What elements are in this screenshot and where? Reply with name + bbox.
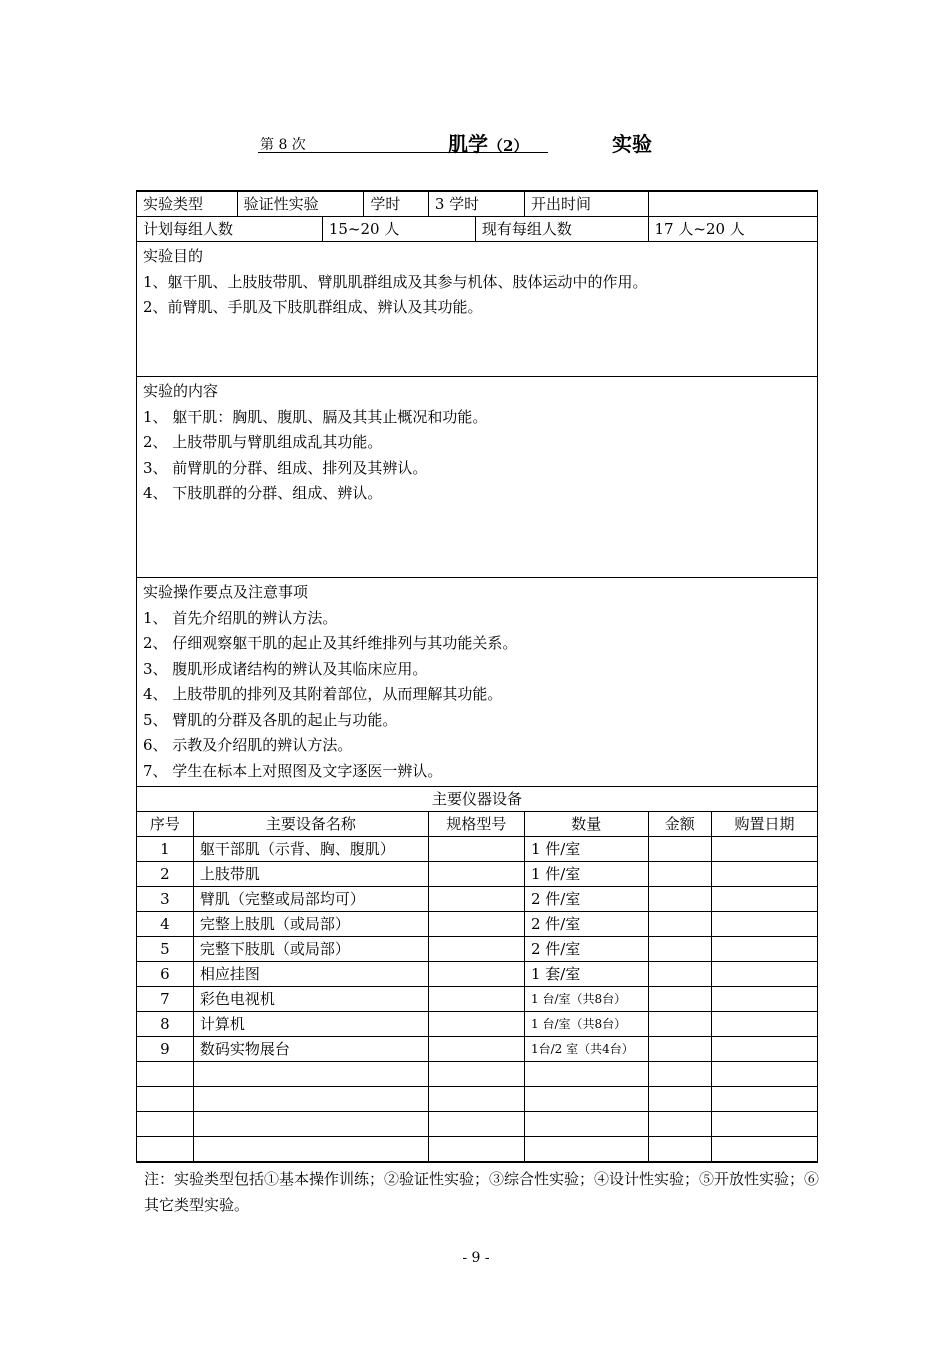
row-date [711,887,817,912]
info-row-2 [137,217,818,242]
row-no: 7 [137,987,194,1012]
empty-row [137,1137,818,1163]
row-name: 相应挂图 [193,962,428,987]
row-qty: 2 件/室 [525,937,649,962]
row-date [711,862,817,887]
content-line: 3、 前臂肌的分群、组成、排列及其辨认。 [143,458,428,477]
purpose-section [137,242,818,377]
plan-group-label: 计划每组人数 [137,217,323,242]
start-time-label: 开出时间 [525,191,649,217]
experiment-name-suffix: （2） [488,137,529,155]
purpose-line: 1、躯干肌、上肢肢带肌、臂肌肌群组成及其参与机体、肢体运动中的作用。 [143,272,648,291]
row-no: 4 [137,912,194,937]
col-header-spec: 规格型号 [428,812,524,837]
row-name: 躯干部肌（示背、胸、腹肌） [193,837,428,862]
purpose-line: 2、前臂肌、手肌及下肢肌群组成、辨认及其功能。 [143,298,483,316]
row-spec [428,1012,524,1037]
row-amount [648,962,711,987]
table-row [137,937,818,962]
operation-line: 5、 臂肌的分群及各肌的起止与功能。 [143,710,398,729]
row-no: 9 [137,1037,194,1062]
row-qty: 1 件/室 [525,862,649,887]
operation-line: 2、 仔细观察躯干肌的起止及其纤维排列与其功能关系。 [143,634,518,652]
row-no: 3 [137,887,194,912]
row-spec [428,987,524,1012]
table-row [137,962,818,987]
row-date [711,962,817,987]
table-row [137,912,818,937]
row-date [711,1012,817,1037]
table-row [137,987,818,1012]
page-number: - 9 - [462,1250,490,1266]
row-qty: 2 件/室 [525,887,649,912]
col-header-name: 主要设备名称 [193,812,428,837]
row-spec [428,912,524,937]
row-date [711,1037,817,1062]
row-date [711,937,817,962]
col-header-no: 序号 [137,812,194,837]
row-qty: 1 件/室 [525,837,649,862]
row-spec [428,887,524,912]
row-amount [648,937,711,962]
type-label: 实验类型 [137,191,238,217]
row-name: 计算机 [193,1012,428,1037]
row-amount [648,837,711,862]
operation-heading: 实验操作要点及注意事项 [143,583,309,601]
table-row [137,1037,818,1062]
row-no: 8 [137,1012,194,1037]
row-name: 臂肌（完整或局部均可） [193,887,428,912]
row-no: 6 [137,962,194,987]
plan-group-value: 15~20 人 [322,217,475,242]
operation-row [137,578,818,787]
row-amount [648,912,711,937]
row-amount [648,862,711,887]
current-group-label: 现有每组人数 [475,217,648,242]
row-amount [648,1037,711,1062]
table-row [137,1012,818,1037]
row-amount [648,887,711,912]
col-header-date: 购置日期 [711,812,817,837]
current-group-value: 17 人~20 人 [648,217,817,242]
experiment-table [136,190,818,1163]
row-spec [428,962,524,987]
operation-line: 7、 学生在标本上对照图及文字逐医一辨认。 [143,761,443,780]
title-line [258,126,678,158]
session-number: 第 8 次 [260,137,306,153]
empty-row [137,1062,818,1087]
experiment-name-text: 肌学 [448,132,488,156]
hours-value: 3 学时 [428,191,524,217]
row-qty: 1台/2 室（共4台） [525,1037,649,1062]
row-date [711,837,817,862]
start-time-value [648,191,817,217]
purpose-row [137,242,818,377]
empty-row [137,1087,818,1112]
info-row-1 [137,191,818,217]
row-spec [428,937,524,962]
operation-line: 1、 首先介绍肌的辨认方法。 [143,608,338,627]
content-line: 4、 下肢肌群的分群、组成、辨认。 [143,484,383,502]
row-spec [428,862,524,887]
hours-label: 学时 [364,191,428,217]
content-heading: 实验的内容 [143,382,219,400]
equipment-header-row [137,812,818,837]
col-header-qty: 数量 [525,812,649,837]
content-section [137,377,818,578]
row-name: 彩色电视机 [193,987,428,1012]
equipment-heading: 主要仪器设备 [137,787,818,812]
equipment-heading-row [137,787,818,812]
purpose-heading: 实验目的 [143,247,204,265]
row-qty: 1 台/室（共8台） [525,987,649,1012]
row-date [711,912,817,937]
type-value: 验证性实验 [237,191,364,217]
table-row [137,862,818,887]
row-name: 完整下肢肌（或局部） [193,937,428,962]
row-qty: 1 台/室（共8台） [525,1012,649,1037]
row-name: 上肢带肌 [193,862,428,887]
col-header-amount: 金额 [648,812,711,837]
content-row [137,377,818,578]
row-no: 5 [137,937,194,962]
operation-line: 4、 上肢带肌的排列及其附着部位，从而理解其功能。 [143,685,503,703]
row-qty: 2 件/室 [525,912,649,937]
content-line: 2、 上肢带肌与臂肌组成乱其功能。 [143,433,383,451]
content-line: 1、 躯干肌：胸肌、腹肌、膈及其其止概况和功能。 [143,407,488,426]
row-spec [428,1037,524,1062]
operation-section [137,578,818,787]
row-no: 1 [137,837,194,862]
row-name: 完整上肢肌（或局部） [193,912,428,937]
row-name: 数码实物展台 [193,1037,428,1062]
row-spec [428,837,524,862]
experiment-name [448,128,528,157]
title-suffix: 实验 [612,132,652,156]
row-amount [648,987,711,1012]
table-row [137,887,818,912]
row-no: 2 [137,862,194,887]
row-amount [648,1012,711,1037]
row-date [711,987,817,1012]
footnote: 注：实验类型包括①基本操作训练；②验证性实验；③综合性实验；④设计性实验；⑤开放性实验；⑥其它类型实验。 [144,1170,820,1214]
row-qty: 1 套/室 [525,962,649,987]
operation-line: 3、 腹肌形成诸结构的辨认及其临床应用。 [143,659,428,678]
empty-row [137,1112,818,1137]
table-row [137,837,818,862]
operation-line: 6、 示教及介绍肌的辨认方法。 [143,736,353,754]
